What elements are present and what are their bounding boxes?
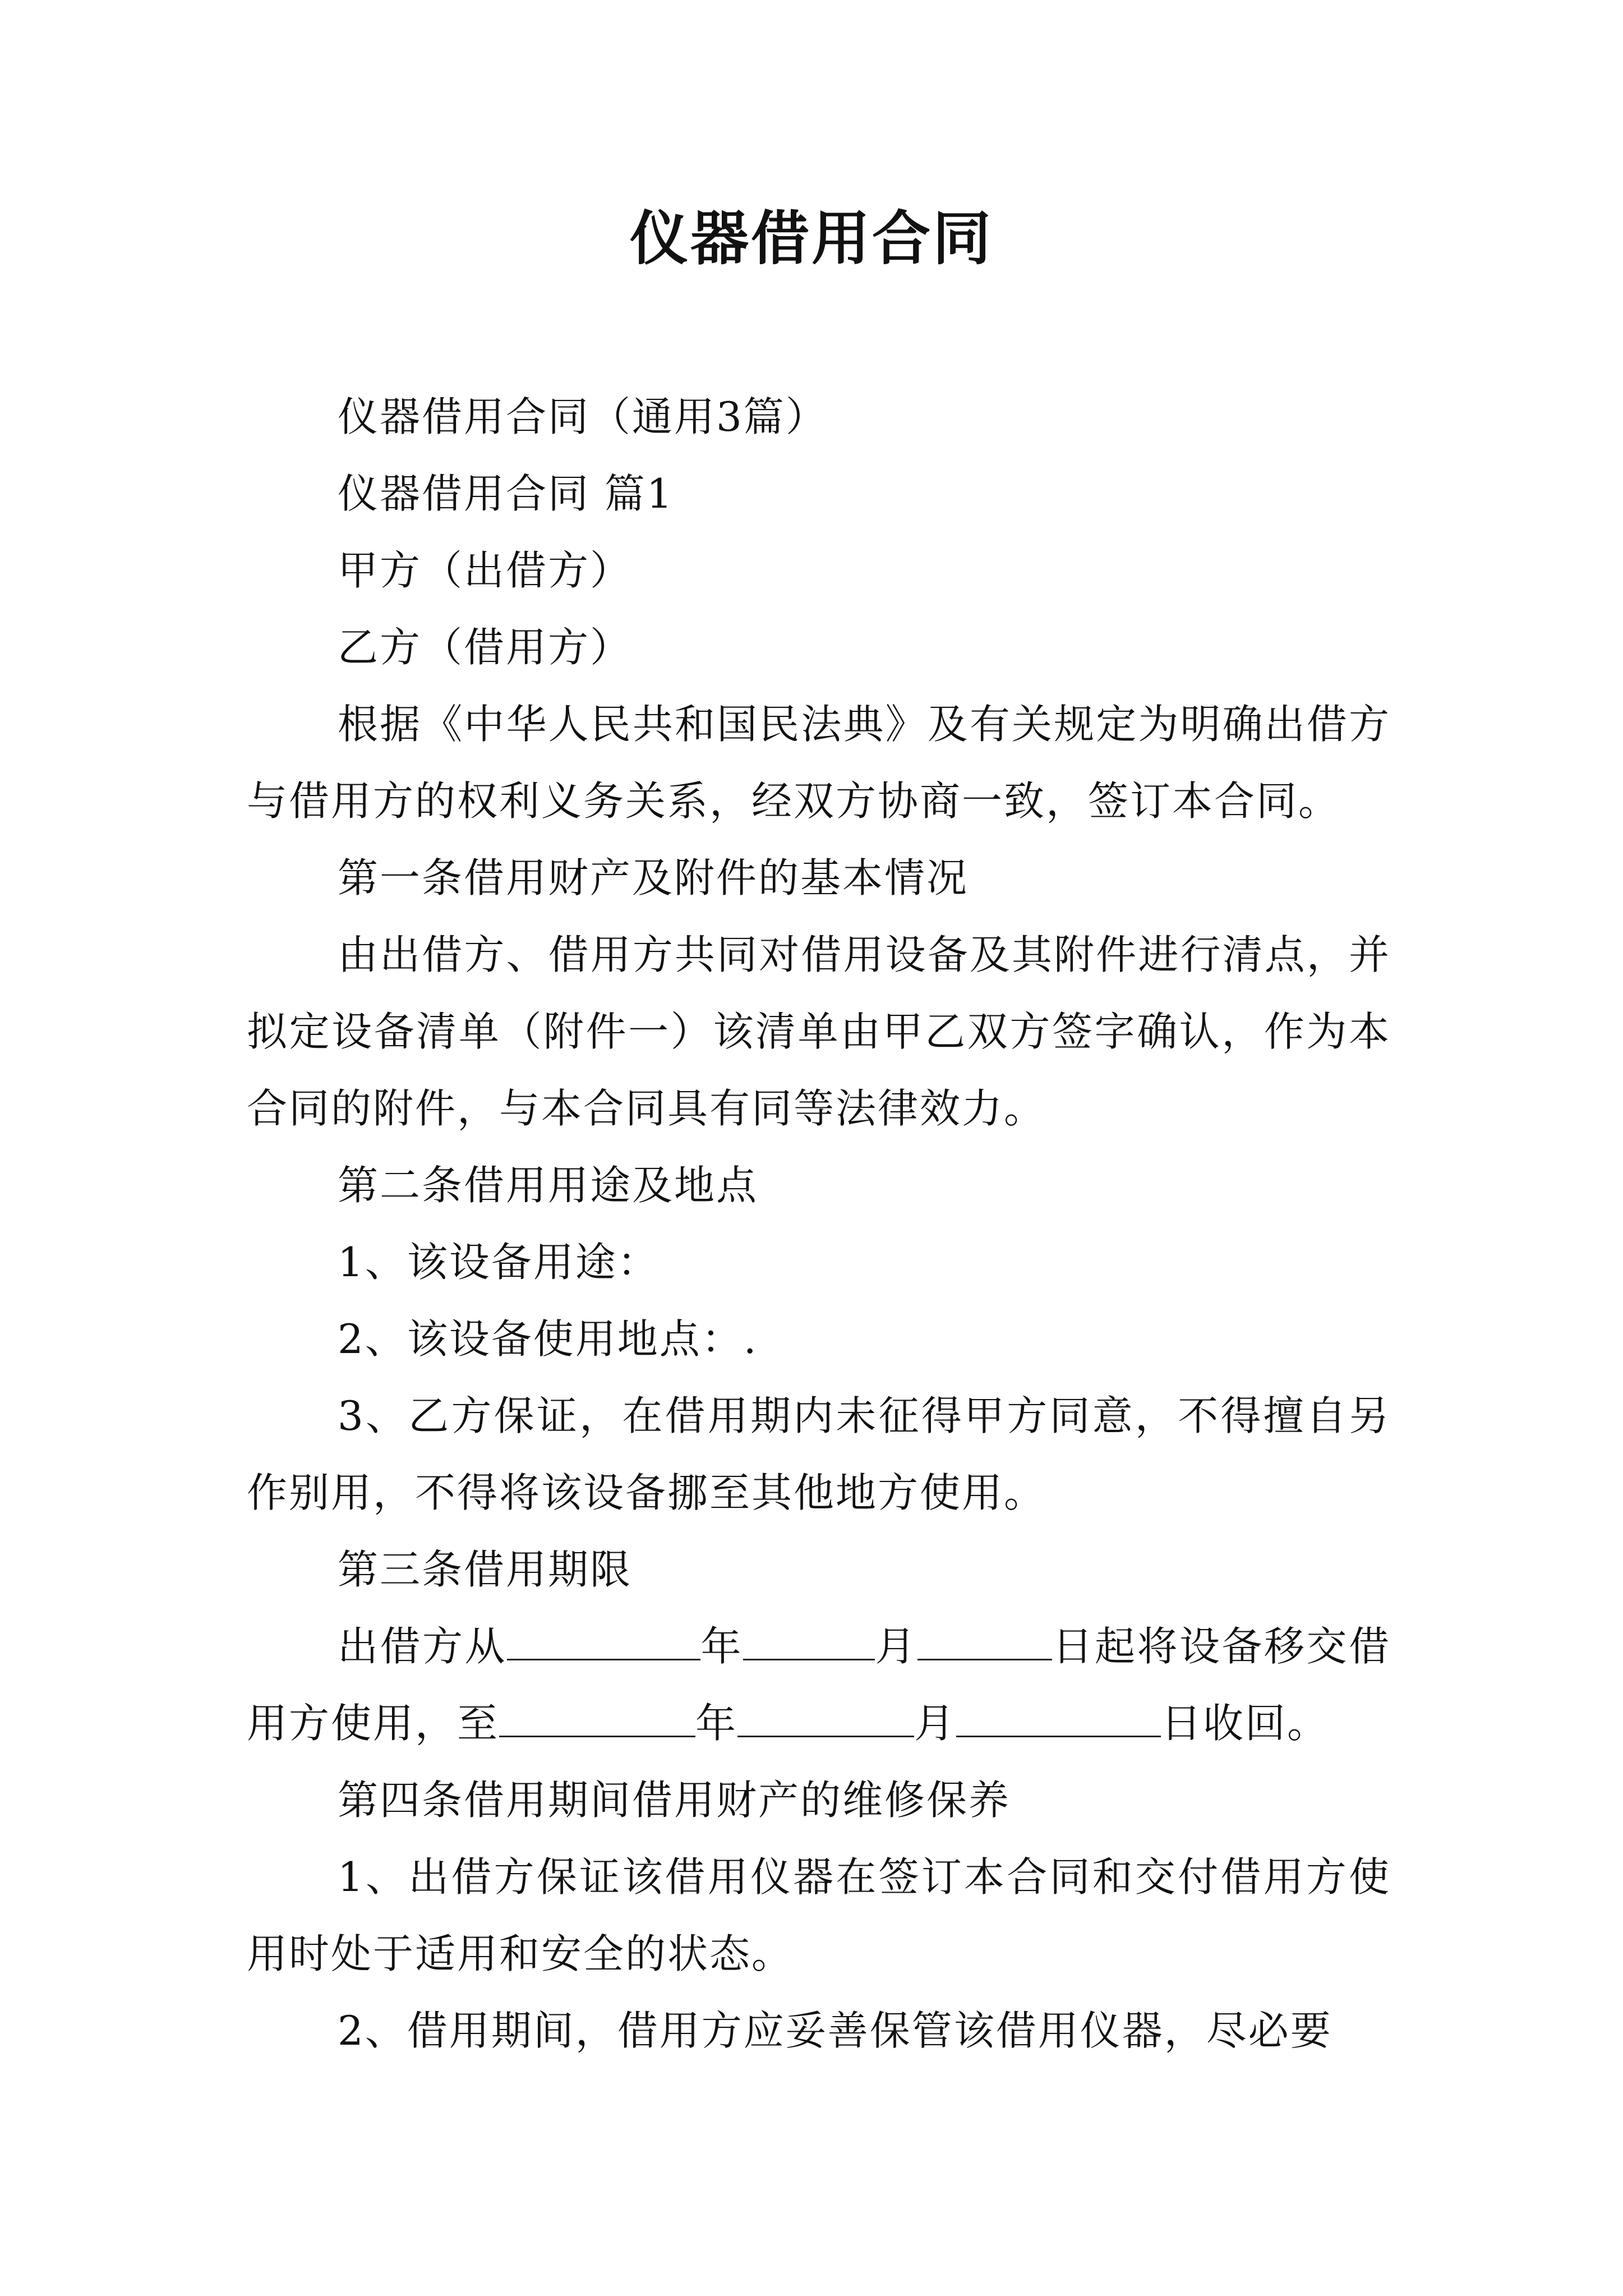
article4-title: 第四条借用期间借用财产的维修保养 bbox=[338, 1777, 1011, 1824]
year-label-2: 年 bbox=[695, 1700, 738, 1747]
article2-item3: 3、乙方保证，在借用期内未征得甲方同意，不得擅自另作别用，不得将该设备挪至其他地方使用。 bbox=[247, 1392, 1391, 1516]
subtitle: 仪器借用合同（通用3篇） bbox=[338, 393, 828, 440]
article3-title: 第三条借用期限 bbox=[338, 1546, 633, 1593]
blank-end-year bbox=[499, 1699, 695, 1737]
article1-body: 由出借方、借用方共同对借用设备及其附件进行清点，并拟定设备清单（附件一）该清单由甲乙双方签字确认，作为本合同的附件，与本合同具有同等法律效力。 bbox=[247, 931, 1391, 1132]
article4-item2: 2、借用期间，借用方应妥善保管该借用仪器，尽必要 bbox=[338, 2007, 1332, 2054]
article1-title: 第一条借用财产及附件的基本情况 bbox=[338, 854, 969, 901]
blank-start-day bbox=[917, 1622, 1052, 1660]
preamble: 根据《中华人民共和国民法典》及有关规定为明确出借方与借用方的权利义务关系，经双方协商一致，签订本合同。 bbox=[247, 701, 1391, 825]
article2-item1: 1、该设备用途： bbox=[338, 1239, 660, 1286]
article2-item2: 2、该设备使用地点：. bbox=[338, 1315, 758, 1363]
month-label-1: 月 bbox=[875, 1623, 917, 1670]
day-label-1: 日起将设备移交借用方使用，至 bbox=[247, 1623, 1391, 1747]
blank-start-year bbox=[507, 1622, 700, 1660]
day-label-2: 日收回。 bbox=[1161, 1700, 1330, 1747]
article3-body bbox=[247, 1608, 1391, 1762]
blank-end-day bbox=[956, 1699, 1161, 1737]
year-label-1: 年 bbox=[700, 1623, 743, 1670]
blank-end-month bbox=[737, 1699, 914, 1737]
article3-text-start: 出借方从 bbox=[338, 1623, 507, 1670]
article2-title: 第二条借用用途及地点 bbox=[338, 1162, 759, 1209]
month-label-2: 月 bbox=[914, 1700, 957, 1747]
party-b: 乙方（借用方） bbox=[338, 624, 633, 671]
part-heading: 仪器借用合同 篇1 bbox=[338, 470, 674, 517]
article4-item1: 1、出借方保证该借用仪器在签订本合同和交付借用方使用时处于适用和安全的状态。 bbox=[247, 1853, 1391, 1977]
document-title: 仪器借用合同 bbox=[629, 204, 993, 273]
document-body bbox=[247, 379, 1391, 2069]
blank-start-month bbox=[743, 1622, 875, 1660]
party-a: 甲方（出借方） bbox=[338, 547, 633, 594]
